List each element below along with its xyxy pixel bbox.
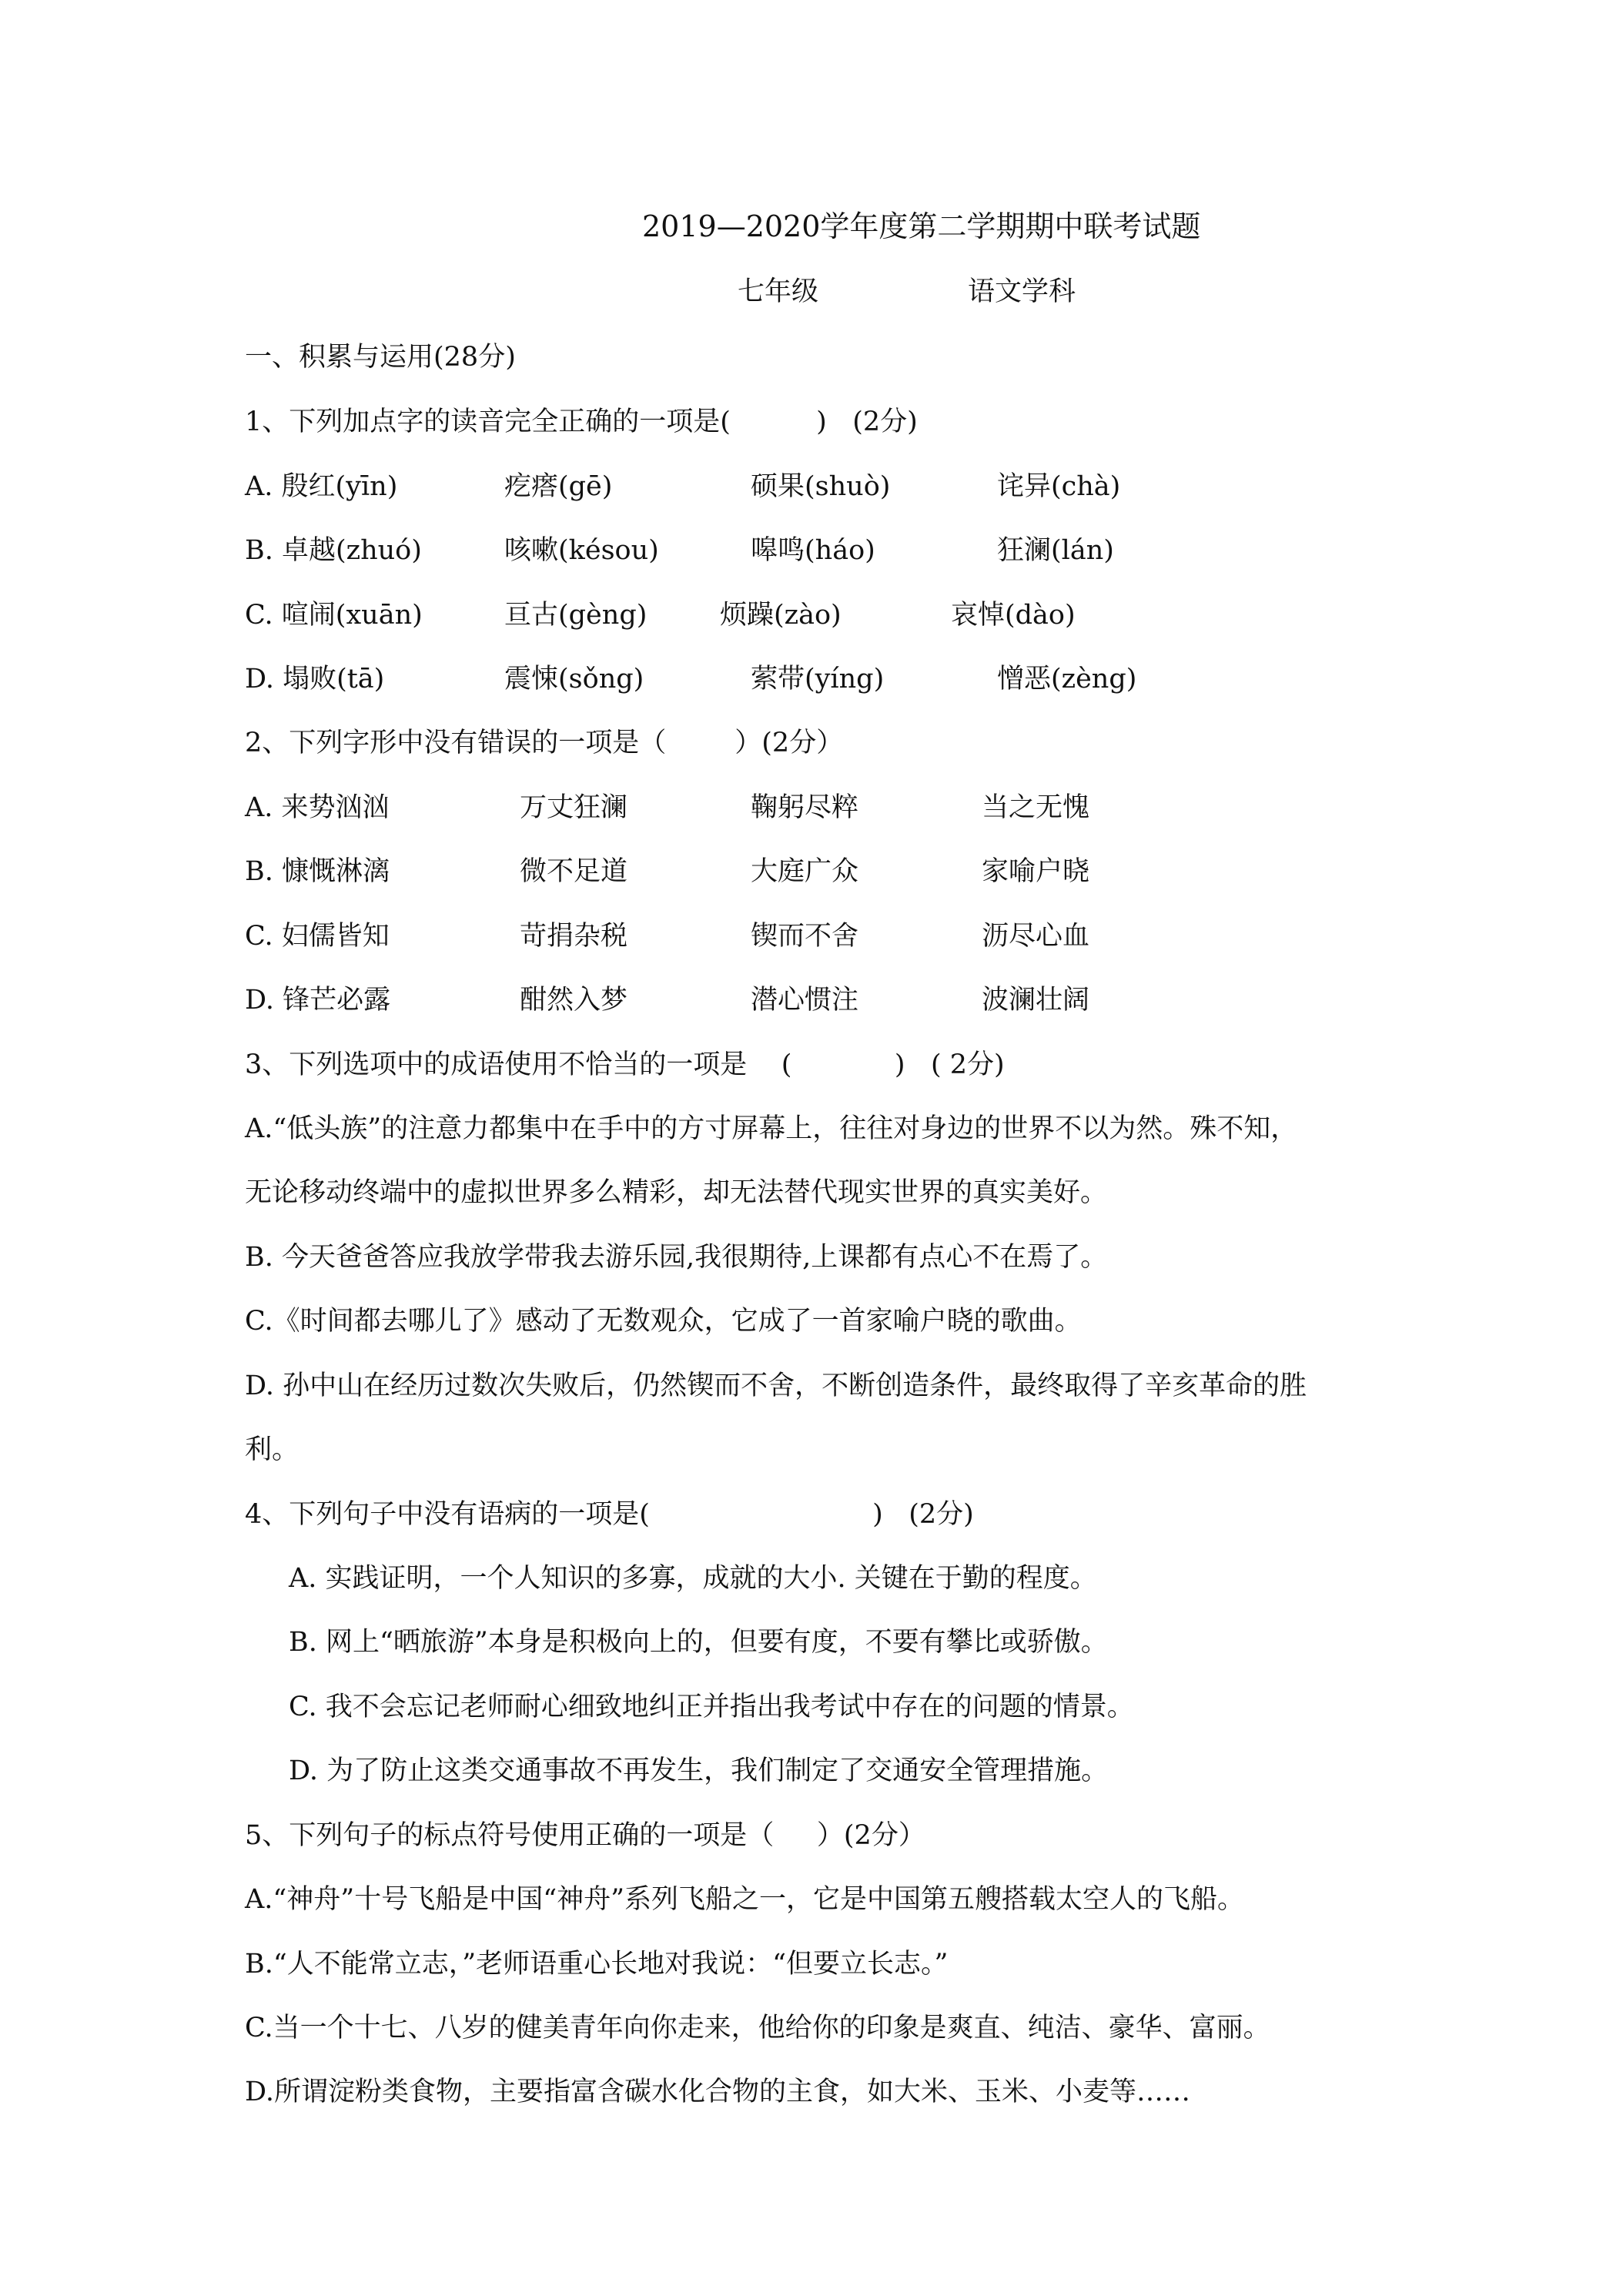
question-2-stem: 2、下列字形中没有错误的一项是（ ）(2分） bbox=[245, 728, 844, 758]
q2-option-a-1: A. 来势汹汹 bbox=[245, 792, 390, 823]
subject-label: 语文学科 bbox=[968, 276, 1076, 307]
q2-option-d-1: D. 锋芒必露 bbox=[245, 985, 391, 1016]
q2-option-b-2: 微不足道 bbox=[520, 856, 628, 887]
q5-option-a: A.“神舟”十号飞船是中国“神舟”系列飞船之一，它是中国第五艘搭载太空人的飞船。 bbox=[245, 1884, 1244, 1915]
q3-option-b: B. 今天爸爸答应我放学带我去游乐园,我很期待,上课都有点心不在焉了。 bbox=[245, 1242, 1108, 1273]
exam-title: 2019—2020学年度第二学期期中联考试题 bbox=[642, 209, 1201, 243]
q1-option-d-2: 震悚(sǒng) bbox=[504, 664, 644, 694]
q1-option-c-2: 亘古(gèng) bbox=[504, 600, 648, 631]
q3-option-d-line-1: D. 孙中山在经历过数次失败后，仍然锲而不舍，不断创造条件，最终取得了辛亥革命的胜 bbox=[245, 1371, 1307, 1401]
q1-option-a-1: A. 殷红(yīn) bbox=[245, 471, 398, 502]
q1-option-a-2: 疙瘩(gē) bbox=[504, 471, 613, 502]
q1-option-b-2: 咳嗽(késou) bbox=[504, 535, 659, 566]
q1-option-d-4: 憎恶(zèng) bbox=[997, 664, 1137, 694]
question-4-stem: 4、下列句子中没有语病的一项是( ) (2分) bbox=[245, 1499, 974, 1530]
q1-option-a-3: 硕果(shuò) bbox=[751, 471, 891, 502]
q4-option-b: B. 网上“晒旅游”本身是积极向上的，但要有度，不要有攀比或骄傲。 bbox=[289, 1627, 1108, 1658]
q2-option-b-3: 大庭广众 bbox=[751, 856, 859, 887]
q1-option-b-3: 嗥鸣(háo) bbox=[751, 535, 875, 566]
question-1-stem: 1、下列加点字的读音完全正确的一项是( ) (2分) bbox=[245, 407, 918, 437]
q1-option-b-1: B. 卓越(zhuó) bbox=[245, 535, 422, 566]
q2-option-c-1: C. 妇儒皆知 bbox=[245, 921, 390, 952]
q3-option-a-line-1: A.“低头族”的注意力都集中在手中的方寸屏幕上，往往对身边的世界不以为然。殊不知， bbox=[245, 1113, 1298, 1144]
question-5-stem: 5、下列句子的标点符号使用正确的一项是（ ）(2分） bbox=[245, 1820, 925, 1851]
q5-option-b: B.“人不能常立志，”老师语重心长地对我说：“但要立长志。” bbox=[245, 1949, 949, 1980]
grade-label: 七年级 bbox=[738, 276, 819, 307]
q1-option-b-4: 狂澜(lán) bbox=[997, 535, 1114, 566]
q2-option-a-2: 万丈狂澜 bbox=[520, 792, 628, 823]
q2-option-a-3: 鞠躬尽粹 bbox=[751, 792, 859, 823]
q3-option-c: C.《时间都去哪儿了》感动了无数观众，它成了一首家喻户晓的歌曲。 bbox=[245, 1306, 1082, 1337]
q1-option-c-1: C. 喧闹(xuān) bbox=[245, 600, 423, 631]
q4-option-d: D. 为了防止这类交通事故不再发生，我们制定了交通安全管理措施。 bbox=[289, 1755, 1109, 1786]
q1-option-c-4: 哀悼(dào) bbox=[951, 600, 1076, 631]
q2-option-b-4: 家喻户晓 bbox=[982, 856, 1090, 887]
q5-option-d: D.所谓淀粉类食物，主要指富含碳水化合物的主食，如大米、玉米、小麦等…… bbox=[245, 2077, 1190, 2107]
q2-option-c-3: 锲而不舍 bbox=[751, 921, 859, 952]
q2-option-d-4: 波澜壮阔 bbox=[982, 985, 1090, 1016]
q4-option-a: A. 实践证明，一个人知识的多寡，成就的大小. 关键在于勤的程度。 bbox=[289, 1563, 1097, 1594]
q2-option-c-4: 沥尽心血 bbox=[982, 921, 1090, 952]
q1-option-d-3: 萦带(yíng) bbox=[751, 664, 885, 694]
q1-option-a-4: 诧异(chà) bbox=[997, 471, 1121, 502]
q2-option-a-4: 当之无愧 bbox=[982, 792, 1090, 823]
question-3-stem: 3、下列选项中的成语使用不恰当的一项是 ( ) ( 2分) bbox=[245, 1049, 1005, 1080]
q1-option-d-1: D. 塌败(tā) bbox=[245, 664, 385, 694]
q1-option-c-3: 烦躁(zào) bbox=[720, 600, 842, 631]
q2-option-d-2: 酣然入梦 bbox=[520, 985, 628, 1016]
q3-option-d-line-2: 利。 bbox=[245, 1434, 300, 1465]
q4-option-c: C. 我不会忘记老师耐心细致地纠正并指出我考试中存在的问题的情景。 bbox=[289, 1692, 1134, 1722]
section-heading: 一、积累与运用(28分) bbox=[245, 342, 516, 373]
q2-option-c-2: 苛捐杂税 bbox=[520, 921, 628, 952]
q3-option-a-line-2: 无论移动终端中的虚拟世界多么精彩，却无法替代现实世界的真实美好。 bbox=[245, 1177, 1108, 1208]
q2-option-d-3: 潜心惯注 bbox=[751, 985, 859, 1016]
q5-option-c: C.当一个十七、八岁的健美青年向你走来，他给你的印象是爽直、纯洁、豪华、富丽。 bbox=[245, 2013, 1270, 2043]
q2-option-b-1: B. 慷慨淋漓 bbox=[245, 856, 390, 887]
